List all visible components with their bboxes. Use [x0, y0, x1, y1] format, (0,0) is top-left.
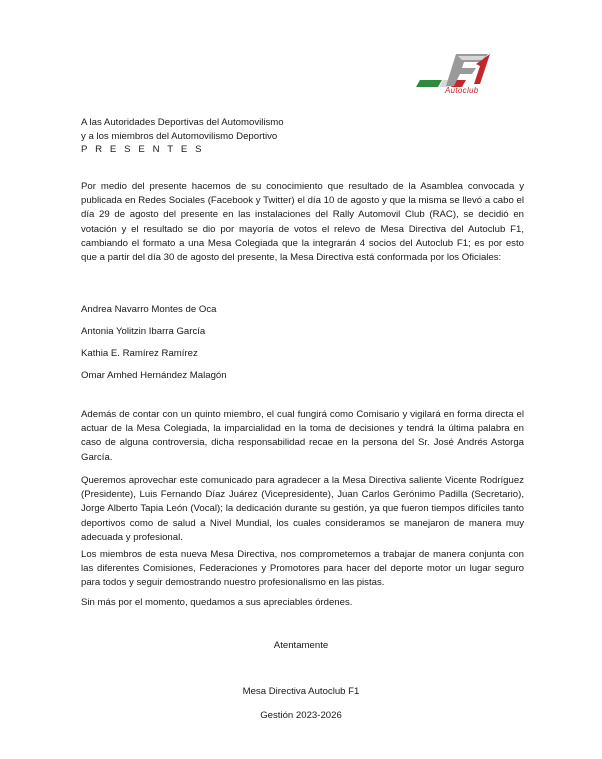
- officer-2: Antonia Yolitzin Ibarra García: [81, 326, 206, 337]
- closing-paragraph: Sin más por el momento, quedamos a sus apreciables órdenes.: [81, 597, 353, 608]
- officer-3: Kathia E. Ramírez Ramírez: [81, 348, 198, 359]
- signature-term: Gestión 2023-2026: [260, 710, 342, 721]
- logo-green-stripe: [416, 80, 442, 87]
- commissioner-paragraph: Además de contar con un quinto miembro, el cual fungirá como Comisario y vigilará en forma directa el actuar de la Mesa Colegiada, la imparcialidad en la toma de decisiones y tendrá la última palabra en caso de alguna controversia, dicha responsabilidad recae en la persona del Sr. José Andrés Astorga García.: [81, 409, 524, 463]
- commitment-paragraph: Los miembros de esta nueva Mesa Directiva, nos comprometemos a trabajar de manera conjunta con las diferentes Comisiones, Federaciones y Promotores para hacer del deporte motor un lugar seguro para todos y seguir demostrando nuestro profesionalismo en las pistas.: [81, 549, 524, 589]
- logo-text: Autoclub: [445, 86, 479, 95]
- intro-paragraph: Por medio del presente hacemos de su conocimiento que resultado de la Asamblea convocada y publicada en Redes Sociales (Facebook y Twitter) el día 10 de agosto y que la misma se llevó a cabo el día 29 de agosto del presente en las instalaciones del Rally Automovil Club (RAC), se decidió en votación y el resultado se dio por mayoría de votos el relevo de Mesa Directiva del Autoclub F1, cambiando el formato a una Mesa Colegiada que la integrarán 4 socios del Autoclub F1; es por esto que a partir del día 30 de agosto del presente, la Mesa Directiva está conformada por los Oficiales:: [81, 181, 524, 264]
- addressee-line-3: P R E S E N T E S: [81, 144, 205, 156]
- addressee-line-1: A las Autoridades Deportivas del Automovilismo: [81, 117, 284, 128]
- addressee-block: [81, 116, 284, 157]
- logo-f-outline: [458, 56, 486, 60]
- officer-4: Omar Amhed Hernández Malagón: [81, 370, 227, 381]
- thanks-paragraph: Queremos aprovechar este comunicado para agradecer a la Mesa Directiva saliente Vicente Rodríguez (Presidente), Luis Fernando Díaz Juárez (Vicepresidente), Juan Carlos Gerónimo Padilla (Secretario), Jorge Alberto Tapia León (Vocal); la dedicación durante su gestión, ya que fueron tiempos difíciles tanto deportivos como de salud a Nivel Mundial, los cuales consideramos se manejaron de manera muy adecuada y profesional.: [81, 475, 524, 543]
- officer-1: Andrea Navarro Montes de Oca: [81, 304, 217, 315]
- signature-board: Mesa Directiva Autoclub F1: [242, 686, 360, 697]
- salutation: Atentamente: [273, 640, 329, 651]
- addressee-line-2: y a los miembros del Automovilismo Deportivo: [81, 130, 278, 142]
